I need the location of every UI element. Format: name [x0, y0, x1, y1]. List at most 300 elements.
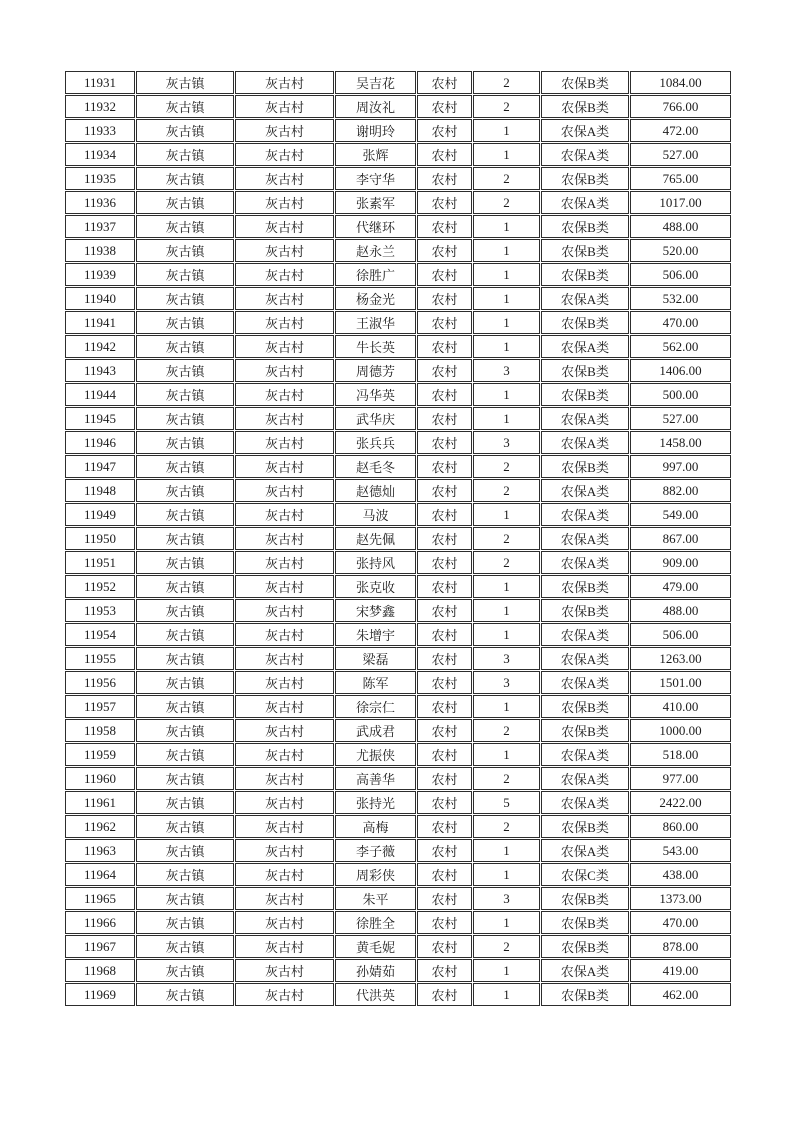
cell-name: 张辉	[335, 143, 416, 166]
cell-amount: 527.00	[630, 143, 731, 166]
cell-amount: 506.00	[630, 263, 731, 286]
cell-town: 灰古镇	[136, 191, 234, 214]
cell-village: 灰古村	[235, 887, 334, 910]
cell-category: 农村	[417, 71, 472, 94]
cell-record-id: 11940	[65, 287, 135, 310]
cell-person-count: 2	[473, 935, 540, 958]
cell-person-count: 3	[473, 647, 540, 670]
cell-person-count: 1	[473, 143, 540, 166]
cell-category: 农村	[417, 95, 472, 118]
cell-name: 周德芳	[335, 359, 416, 382]
cell-category: 农村	[417, 431, 472, 454]
cell-name: 张持风	[335, 551, 416, 574]
table-row	[65, 143, 731, 166]
cell-insurance-type: 农保B类	[541, 167, 629, 190]
cell-town: 灰古镇	[136, 791, 234, 814]
cell-name: 徐宗仁	[335, 695, 416, 718]
cell-town: 灰古镇	[136, 215, 234, 238]
cell-insurance-type: 农保B类	[541, 911, 629, 934]
cell-amount: 1501.00	[630, 671, 731, 694]
cell-category: 农村	[417, 959, 472, 982]
cell-village: 灰古村	[235, 143, 334, 166]
cell-name: 武华庆	[335, 407, 416, 430]
cell-village: 灰古村	[235, 575, 334, 598]
cell-insurance-type: 农保A类	[541, 791, 629, 814]
cell-record-id: 11950	[65, 527, 135, 550]
cell-record-id: 11966	[65, 911, 135, 934]
cell-town: 灰古镇	[136, 743, 234, 766]
cell-amount: 470.00	[630, 311, 731, 334]
cell-insurance-type: 农保A类	[541, 143, 629, 166]
cell-town: 灰古镇	[136, 815, 234, 838]
cell-insurance-type: 农保A类	[541, 407, 629, 430]
table-row	[65, 719, 731, 742]
cell-village: 灰古村	[235, 119, 334, 142]
cell-name: 徐胜全	[335, 911, 416, 934]
cell-insurance-type: 农保B类	[541, 815, 629, 838]
cell-category: 农村	[417, 527, 472, 550]
cell-town: 灰古镇	[136, 527, 234, 550]
cell-person-count: 1	[473, 263, 540, 286]
cell-amount: 766.00	[630, 95, 731, 118]
cell-amount: 462.00	[630, 983, 731, 1006]
cell-insurance-type: 农保A类	[541, 743, 629, 766]
cell-record-id: 11932	[65, 95, 135, 118]
cell-category: 农村	[417, 839, 472, 862]
cell-category: 农村	[417, 767, 472, 790]
cell-insurance-type: 农保A类	[541, 503, 629, 526]
cell-village: 灰古村	[235, 239, 334, 262]
cell-name: 吴吉花	[335, 71, 416, 94]
cell-category: 农村	[417, 815, 472, 838]
table-row	[65, 791, 731, 814]
table-row	[65, 263, 731, 286]
cell-town: 灰古镇	[136, 623, 234, 646]
table-row	[65, 575, 731, 598]
cell-amount: 438.00	[630, 863, 731, 886]
cell-town: 灰古镇	[136, 839, 234, 862]
cell-village: 灰古村	[235, 167, 334, 190]
cell-insurance-type: 农保B类	[541, 311, 629, 334]
table-row	[65, 335, 731, 358]
cell-name: 马波	[335, 503, 416, 526]
cell-category: 农村	[417, 359, 472, 382]
cell-name: 李守华	[335, 167, 416, 190]
cell-town: 灰古镇	[136, 311, 234, 334]
cell-record-id: 11947	[65, 455, 135, 478]
cell-village: 灰古村	[235, 95, 334, 118]
cell-person-count: 1	[473, 287, 540, 310]
cell-amount: 520.00	[630, 239, 731, 262]
cell-insurance-type: 农保A类	[541, 431, 629, 454]
cell-insurance-type: 农保A类	[541, 839, 629, 862]
cell-amount: 765.00	[630, 167, 731, 190]
cell-category: 农村	[417, 287, 472, 310]
cell-town: 灰古镇	[136, 887, 234, 910]
cell-amount: 527.00	[630, 407, 731, 430]
cell-town: 灰古镇	[136, 575, 234, 598]
table-row	[65, 215, 731, 238]
cell-record-id: 11968	[65, 959, 135, 982]
cell-category: 农村	[417, 215, 472, 238]
cell-town: 灰古镇	[136, 719, 234, 742]
cell-town: 灰古镇	[136, 959, 234, 982]
cell-insurance-type: 农保B类	[541, 695, 629, 718]
table-row	[65, 599, 731, 622]
cell-record-id: 11951	[65, 551, 135, 574]
cell-record-id: 11952	[65, 575, 135, 598]
cell-insurance-type: 农保B类	[541, 719, 629, 742]
cell-town: 灰古镇	[136, 503, 234, 526]
cell-village: 灰古村	[235, 335, 334, 358]
cell-person-count: 1	[473, 215, 540, 238]
cell-record-id: 11931	[65, 71, 135, 94]
table-row	[65, 551, 731, 574]
cell-category: 农村	[417, 167, 472, 190]
cell-insurance-type: 农保B类	[541, 359, 629, 382]
cell-village: 灰古村	[235, 455, 334, 478]
table-row	[65, 887, 731, 910]
cell-record-id: 11955	[65, 647, 135, 670]
cell-person-count: 1	[473, 407, 540, 430]
cell-town: 灰古镇	[136, 359, 234, 382]
cell-person-count: 3	[473, 431, 540, 454]
cell-village: 灰古村	[235, 311, 334, 334]
cell-town: 灰古镇	[136, 767, 234, 790]
cell-town: 灰古镇	[136, 383, 234, 406]
cell-person-count: 1	[473, 119, 540, 142]
table-row	[65, 311, 731, 334]
cell-amount: 2422.00	[630, 791, 731, 814]
cell-category: 农村	[417, 791, 472, 814]
cell-village: 灰古村	[235, 215, 334, 238]
cell-village: 灰古村	[235, 287, 334, 310]
cell-person-count: 1	[473, 599, 540, 622]
cell-town: 灰古镇	[136, 551, 234, 574]
cell-village: 灰古村	[235, 431, 334, 454]
cell-record-id: 11965	[65, 887, 135, 910]
cell-name: 徐胜广	[335, 263, 416, 286]
cell-insurance-type: 农保A类	[541, 119, 629, 142]
cell-insurance-type: 农保A类	[541, 671, 629, 694]
cell-amount: 470.00	[630, 911, 731, 934]
cell-amount: 488.00	[630, 215, 731, 238]
cell-name: 宋梦鑫	[335, 599, 416, 622]
cell-insurance-type: 农保B类	[541, 239, 629, 262]
table-row	[65, 983, 731, 1006]
cell-category: 农村	[417, 935, 472, 958]
cell-village: 灰古村	[235, 815, 334, 838]
cell-record-id: 11961	[65, 791, 135, 814]
cell-amount: 410.00	[630, 695, 731, 718]
table-row	[65, 743, 731, 766]
cell-name: 冯华英	[335, 383, 416, 406]
table-row	[65, 527, 731, 550]
cell-category: 农村	[417, 983, 472, 1006]
cell-record-id: 11964	[65, 863, 135, 886]
table-row	[65, 95, 731, 118]
cell-insurance-type: 农保A类	[541, 767, 629, 790]
cell-category: 农村	[417, 575, 472, 598]
cell-record-id: 11936	[65, 191, 135, 214]
cell-category: 农村	[417, 143, 472, 166]
cell-person-count: 2	[473, 551, 540, 574]
cell-amount: 1406.00	[630, 359, 731, 382]
cell-town: 灰古镇	[136, 263, 234, 286]
table-row	[65, 287, 731, 310]
cell-insurance-type: 农保A类	[541, 551, 629, 574]
cell-name: 牛长英	[335, 335, 416, 358]
cell-category: 农村	[417, 551, 472, 574]
cell-person-count: 2	[473, 191, 540, 214]
cell-amount: 882.00	[630, 479, 731, 502]
cell-record-id: 11954	[65, 623, 135, 646]
cell-town: 灰古镇	[136, 119, 234, 142]
table-row	[65, 959, 731, 982]
table-row	[65, 815, 731, 838]
cell-town: 灰古镇	[136, 983, 234, 1006]
table-row	[65, 623, 731, 646]
cell-village: 灰古村	[235, 527, 334, 550]
table-row	[65, 647, 731, 670]
cell-village: 灰古村	[235, 959, 334, 982]
cell-name: 朱平	[335, 887, 416, 910]
cell-person-count: 1	[473, 839, 540, 862]
table-row	[65, 119, 731, 142]
cell-amount: 472.00	[630, 119, 731, 142]
table-row	[65, 407, 731, 430]
table-row	[65, 695, 731, 718]
cell-amount: 867.00	[630, 527, 731, 550]
cell-category: 农村	[417, 647, 472, 670]
cell-town: 灰古镇	[136, 647, 234, 670]
cell-village: 灰古村	[235, 863, 334, 886]
cell-name: 孙婧茹	[335, 959, 416, 982]
cell-insurance-type: 农保B类	[541, 383, 629, 406]
cell-person-count: 2	[473, 167, 540, 190]
cell-village: 灰古村	[235, 71, 334, 94]
cell-name: 谢明玲	[335, 119, 416, 142]
cell-village: 灰古村	[235, 407, 334, 430]
cell-town: 灰古镇	[136, 407, 234, 430]
cell-village: 灰古村	[235, 743, 334, 766]
cell-name: 陈军	[335, 671, 416, 694]
cell-town: 灰古镇	[136, 95, 234, 118]
cell-person-count: 1	[473, 983, 540, 1006]
cell-village: 灰古村	[235, 599, 334, 622]
cell-person-count: 1	[473, 575, 540, 598]
cell-village: 灰古村	[235, 983, 334, 1006]
cell-village: 灰古村	[235, 767, 334, 790]
cell-insurance-type: 农保B类	[541, 95, 629, 118]
cell-person-count: 1	[473, 911, 540, 934]
cell-insurance-type: 农保B类	[541, 71, 629, 94]
cell-village: 灰古村	[235, 911, 334, 934]
cell-record-id: 11933	[65, 119, 135, 142]
cell-record-id: 11962	[65, 815, 135, 838]
cell-person-count: 2	[473, 527, 540, 550]
cell-town: 灰古镇	[136, 335, 234, 358]
cell-amount: 532.00	[630, 287, 731, 310]
cell-village: 灰古村	[235, 671, 334, 694]
cell-name: 梁磊	[335, 647, 416, 670]
cell-town: 灰古镇	[136, 143, 234, 166]
roster-table-body	[65, 71, 731, 1006]
cell-category: 农村	[417, 695, 472, 718]
cell-record-id: 11946	[65, 431, 135, 454]
table-row	[65, 383, 731, 406]
cell-name: 杨金光	[335, 287, 416, 310]
cell-person-count: 1	[473, 695, 540, 718]
cell-town: 灰古镇	[136, 287, 234, 310]
cell-town: 灰古镇	[136, 599, 234, 622]
cell-category: 农村	[417, 455, 472, 478]
cell-amount: 549.00	[630, 503, 731, 526]
cell-insurance-type: 农保B类	[541, 983, 629, 1006]
cell-category: 农村	[417, 887, 472, 910]
cell-category: 农村	[417, 503, 472, 526]
cell-amount: 1458.00	[630, 431, 731, 454]
cell-amount: 518.00	[630, 743, 731, 766]
cell-name: 赵毛冬	[335, 455, 416, 478]
table-row	[65, 503, 731, 526]
cell-town: 灰古镇	[136, 479, 234, 502]
cell-person-count: 2	[473, 767, 540, 790]
cell-category: 农村	[417, 911, 472, 934]
cell-amount: 1373.00	[630, 887, 731, 910]
cell-record-id: 11945	[65, 407, 135, 430]
cell-record-id: 11969	[65, 983, 135, 1006]
cell-insurance-type: 农保C类	[541, 863, 629, 886]
cell-town: 灰古镇	[136, 239, 234, 262]
cell-village: 灰古村	[235, 503, 334, 526]
cell-amount: 878.00	[630, 935, 731, 958]
table-row	[65, 671, 731, 694]
cell-amount: 909.00	[630, 551, 731, 574]
cell-record-id: 11963	[65, 839, 135, 862]
cell-name: 李子薇	[335, 839, 416, 862]
cell-record-id: 11934	[65, 143, 135, 166]
cell-person-count: 3	[473, 671, 540, 694]
cell-name: 代继环	[335, 215, 416, 238]
table-row	[65, 431, 731, 454]
cell-person-count: 5	[473, 791, 540, 814]
cell-village: 灰古村	[235, 359, 334, 382]
cell-insurance-type: 农保B类	[541, 935, 629, 958]
cell-village: 灰古村	[235, 383, 334, 406]
table-row	[65, 863, 731, 886]
cell-town: 灰古镇	[136, 431, 234, 454]
cell-person-count: 1	[473, 743, 540, 766]
cell-town: 灰古镇	[136, 863, 234, 886]
cell-amount: 500.00	[630, 383, 731, 406]
cell-town: 灰古镇	[136, 167, 234, 190]
cell-village: 灰古村	[235, 791, 334, 814]
table-row	[65, 359, 731, 382]
cell-village: 灰古村	[235, 719, 334, 742]
cell-name: 周汝礼	[335, 95, 416, 118]
cell-person-count: 3	[473, 359, 540, 382]
cell-record-id: 11956	[65, 671, 135, 694]
cell-village: 灰古村	[235, 623, 334, 646]
cell-record-id: 11937	[65, 215, 135, 238]
cell-name: 王淑华	[335, 311, 416, 334]
cell-record-id: 11943	[65, 359, 135, 382]
cell-insurance-type: 农保B类	[541, 455, 629, 478]
table-row	[65, 455, 731, 478]
cell-name: 赵永兰	[335, 239, 416, 262]
cell-person-count: 2	[473, 479, 540, 502]
cell-town: 灰古镇	[136, 935, 234, 958]
cell-amount: 562.00	[630, 335, 731, 358]
cell-amount: 1000.00	[630, 719, 731, 742]
cell-record-id: 11958	[65, 719, 135, 742]
table-row	[65, 839, 731, 862]
cell-category: 农村	[417, 671, 472, 694]
table-row	[65, 71, 731, 94]
cell-record-id: 11957	[65, 695, 135, 718]
cell-person-count: 2	[473, 719, 540, 742]
cell-name: 高梅	[335, 815, 416, 838]
cell-insurance-type: 农保A类	[541, 191, 629, 214]
cell-amount: 419.00	[630, 959, 731, 982]
cell-name: 张克收	[335, 575, 416, 598]
cell-village: 灰古村	[235, 551, 334, 574]
cell-record-id: 11944	[65, 383, 135, 406]
cell-record-id: 11960	[65, 767, 135, 790]
table-row	[65, 191, 731, 214]
cell-insurance-type: 农保B类	[541, 215, 629, 238]
cell-category: 农村	[417, 407, 472, 430]
cell-town: 灰古镇	[136, 71, 234, 94]
cell-category: 农村	[417, 263, 472, 286]
cell-village: 灰古村	[235, 935, 334, 958]
cell-name: 张持光	[335, 791, 416, 814]
cell-name: 赵先佩	[335, 527, 416, 550]
cell-amount: 1084.00	[630, 71, 731, 94]
cell-amount: 479.00	[630, 575, 731, 598]
cell-person-count: 2	[473, 71, 540, 94]
cell-village: 灰古村	[235, 191, 334, 214]
cell-category: 农村	[417, 119, 472, 142]
cell-category: 农村	[417, 743, 472, 766]
cell-category: 农村	[417, 239, 472, 262]
cell-amount: 860.00	[630, 815, 731, 838]
cell-name: 代洪英	[335, 983, 416, 1006]
cell-amount: 488.00	[630, 599, 731, 622]
cell-category: 农村	[417, 335, 472, 358]
cell-village: 灰古村	[235, 695, 334, 718]
cell-record-id: 11941	[65, 311, 135, 334]
cell-record-id: 11935	[65, 167, 135, 190]
cell-town: 灰古镇	[136, 695, 234, 718]
cell-name: 张素军	[335, 191, 416, 214]
table-row	[65, 479, 731, 502]
cell-record-id: 11967	[65, 935, 135, 958]
cell-category: 农村	[417, 479, 472, 502]
cell-insurance-type: 农保A类	[541, 647, 629, 670]
cell-category: 农村	[417, 383, 472, 406]
cell-category: 农村	[417, 623, 472, 646]
cell-insurance-type: 农保A类	[541, 479, 629, 502]
cell-name: 高善华	[335, 767, 416, 790]
cell-insurance-type: 农保A类	[541, 959, 629, 982]
cell-name: 尤振侠	[335, 743, 416, 766]
cell-amount: 543.00	[630, 839, 731, 862]
cell-village: 灰古村	[235, 479, 334, 502]
cell-person-count: 1	[473, 959, 540, 982]
cell-category: 农村	[417, 719, 472, 742]
